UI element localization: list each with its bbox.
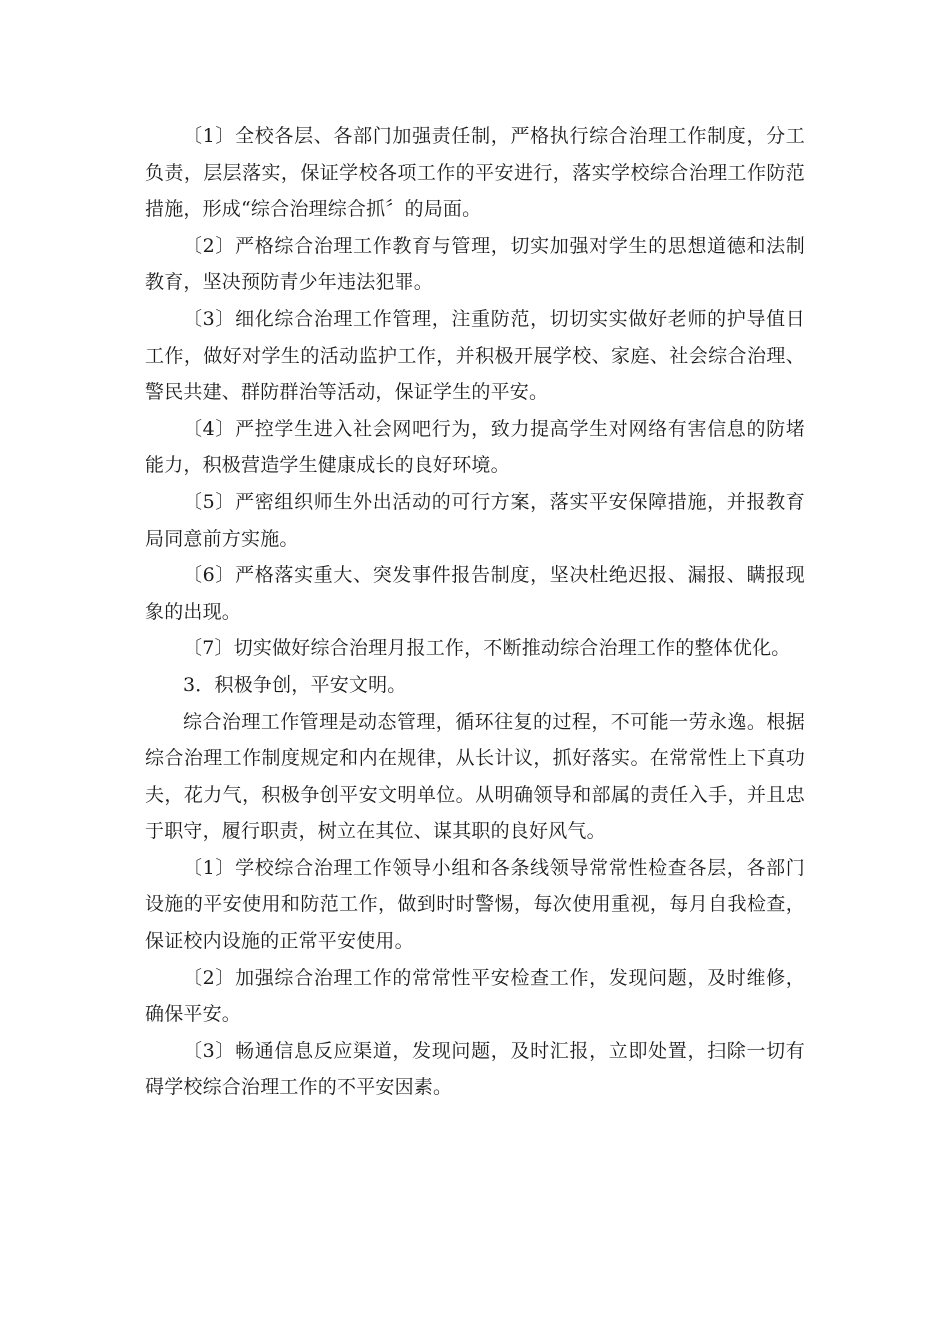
paragraph: 〔5〕严密组织师生外出活动的可行方案，落实平安保障措施，并报教育局同意前方实施。: [145, 490, 805, 550]
section-heading: 3．积极争创，平安文明。: [183, 673, 407, 696]
paragraph: 〔2〕严格综合治理工作教育与管理，切实加强对学生的思想道德和法制教育，坚决预防青少年违法犯罪。: [145, 234, 805, 294]
paragraph: 〔4〕严控学生进入社会网吧行为，致力提高学生对网络有害信息的防堵能力，积极营造学生健康成长的良好环境。: [145, 417, 805, 477]
paragraph: 〔1〕全校各层、各部门加强责任制，严格执行综合治理工作制度，分工负责，层层落实，保证学校各项工作的平安进行，落实学校综合治理工作防范措施，形成“综合治理综合抓〞的局面。: [145, 125, 805, 221]
paragraph: 〔3〕畅通信息反应渠道，发现问题，及时汇报，立即处置，扫除一切有碍学校综合治理工作的不平安因素。: [145, 1039, 805, 1099]
paragraph: 〔6〕严格落实重大、突发事件报告制度，坚决杜绝迟报、漏报、瞒报现象的出现。: [145, 564, 805, 623]
paragraph: 〔3〕细化综合治理工作管理，注重防范，切切实实做好老师的护导值日工作，做好对学生的活动监护工作，并积极开展学校、家庭、社会综合治理、警民共建、群防群治等活动，保证学生的平安。: [145, 307, 805, 404]
paragraph: 〔1〕学校综合治理工作领导小组和各条线领导常常性检查各层，各部门设施的平安使用和防范工作，做到时时警惕，每次使用重视，每月自我检查，保证校内设施的正常平安使用。: [145, 856, 805, 953]
paragraph: 〔2〕加强综合治理工作的常常性平安检查工作，发现问题，及时维修，确保平安。: [145, 966, 805, 1026]
paragraph: 综合治理工作管理是动态管理，循环往复的过程，不可能一劳永逸。根据综合治理工作制度规定和内在规律，从长计议，抓好落实。在常常性上下真功夫，花力气，积极争创平安文明单位。从明确领导和部属的责任入手，并且忠于职守，履行职责，树立在其位、谋其职的良好风气。: [145, 710, 805, 843]
paragraph: 〔7〕切实做好综合治理月报工作，不断推动综合治理工作的整体优化。: [183, 637, 791, 660]
document-body: [145, 118, 805, 1106]
